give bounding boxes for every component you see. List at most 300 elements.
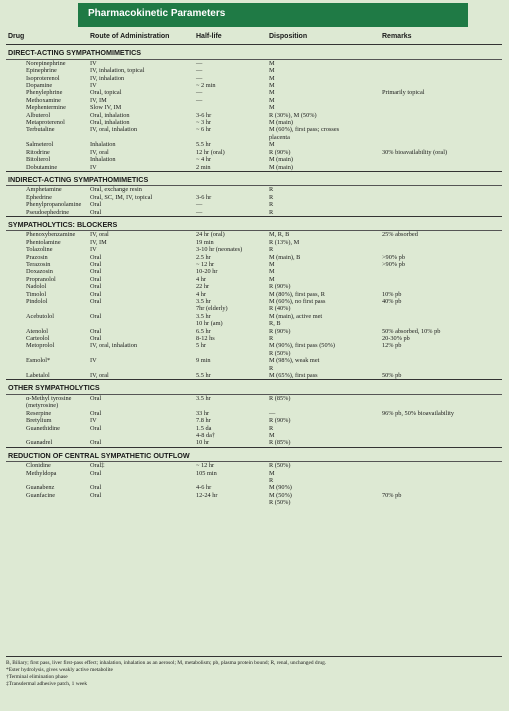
table-cell <box>380 104 502 111</box>
table-cell: Oral <box>90 253 102 261</box>
table-cell: Guanfacine <box>26 491 56 499</box>
table-cell: R (13%), M <box>269 238 300 246</box>
table-cell <box>380 313 502 320</box>
table-cell <box>380 246 502 253</box>
section-title: OTHER SYMPATHOLYTICS <box>6 380 502 394</box>
table-cell: M (90%) <box>269 484 292 492</box>
table-cell <box>6 134 88 141</box>
table-cell: 4-8 da† <box>196 431 216 439</box>
table-row <box>6 194 502 201</box>
table-cell: Oral, inhalation <box>90 119 130 127</box>
table-cell: 50% pb <box>382 372 402 380</box>
table-cell: 5 hr <box>196 342 206 350</box>
table-cell: — <box>196 74 203 82</box>
table-cell <box>380 350 502 357</box>
table-cell <box>88 432 194 439</box>
table-cell <box>380 156 502 163</box>
table-cell: Oral <box>90 283 102 291</box>
table-row <box>6 97 502 104</box>
table-cell <box>380 432 502 439</box>
table-cell <box>380 357 502 364</box>
table-cell: Ritodrine <box>26 148 50 156</box>
table-cell: Inhalation <box>90 156 116 164</box>
table-cell: 5.5 hr <box>196 372 211 380</box>
table-cell: 30% bioavailability (oral) <box>382 148 448 156</box>
table-cell <box>88 134 194 141</box>
table-cell: Oral <box>90 312 102 320</box>
table-cell: Tolazoline <box>26 246 53 254</box>
table-cell <box>380 59 502 67</box>
table-row <box>6 156 502 163</box>
table-row <box>6 89 502 96</box>
table-cell: IV <box>90 163 97 171</box>
table-cell: 105 min <box>196 469 217 477</box>
table-cell: M (50%) <box>269 491 292 499</box>
table-cell: M <box>269 82 275 90</box>
column-header: Disposition <box>267 30 380 45</box>
table-cell: Atenolol <box>26 327 49 335</box>
table-cell: 10-20 hr <box>196 268 218 276</box>
table-cell <box>194 499 267 506</box>
table-cell: IV, oral, inhalation <box>90 126 138 134</box>
pharmacokinetic-table <box>6 30 502 507</box>
table-cell: M <box>269 141 275 149</box>
table-cell: M <box>269 431 275 439</box>
table-cell: Oral, exchange resin <box>90 186 142 194</box>
table-row <box>6 432 502 439</box>
table-cell: — <box>269 409 276 417</box>
table-row <box>6 149 502 156</box>
table-cell: 3-6 hr <box>196 193 212 201</box>
table-cell: Esmolol* <box>26 357 51 365</box>
table-row <box>6 313 502 320</box>
table-row <box>6 186 502 194</box>
table-cell <box>6 432 88 439</box>
table-cell <box>194 186 267 194</box>
table-cell: 3.5 hr <box>196 312 211 320</box>
table-row <box>6 328 502 335</box>
table-cell: M (main) <box>269 156 293 164</box>
table-cell: 12% pb <box>382 342 402 350</box>
table-cell <box>380 82 502 89</box>
table-cell: 9 min <box>196 357 211 365</box>
table-cell <box>6 350 88 357</box>
table-cell <box>380 126 502 133</box>
table-cell: M <box>269 275 275 283</box>
table-cell: Oral, topical <box>90 89 122 97</box>
table-cell: Clonidine <box>26 462 51 470</box>
table-row <box>6 261 502 268</box>
table-cell: IV, oral, inhalation <box>90 342 138 350</box>
table-cell: R (50%) <box>269 462 291 470</box>
table-cell: IV <box>90 417 97 425</box>
table-cell: R <box>269 193 274 201</box>
table-cell <box>380 305 502 312</box>
table-cell: M <box>269 268 275 276</box>
table-cell: Oral <box>90 491 102 499</box>
table-cell: Amphetamine <box>26 186 62 194</box>
table-cell: 10% pb <box>382 290 402 298</box>
table-cell: Oral <box>90 335 102 343</box>
table-cell <box>380 201 502 208</box>
table-cell: Oral <box>90 424 102 432</box>
table-cell: ~ 4 hr <box>196 156 211 164</box>
table-cell: IV <box>90 82 97 90</box>
table-cell: 10 hr (am) <box>196 320 223 328</box>
table-cell: ~ 12 hr <box>196 260 215 268</box>
table-cell: Oral <box>90 394 102 402</box>
table-cell <box>6 365 88 372</box>
table-row <box>6 357 502 364</box>
table-cell: 24 hr (oral) <box>196 231 225 239</box>
table-cell: 7.8 hr <box>196 417 211 425</box>
table-cell: Ephedrine <box>26 193 52 201</box>
table-cell <box>6 477 88 484</box>
table-cell: R <box>269 208 274 216</box>
table-cell: R (85%) <box>269 394 291 402</box>
table-cell: Acebutolol <box>26 312 54 320</box>
table-cell: R (50%) <box>269 349 291 357</box>
table-cell: M (90%), first pass (50%) <box>269 342 335 350</box>
table-cell: Methyldopa <box>26 469 57 477</box>
table-cell: Oral <box>90 201 102 209</box>
table-row <box>6 410 502 417</box>
table-row <box>6 276 502 283</box>
table-cell: 3-10 hr (neonates) <box>196 246 243 254</box>
table-cell: 20-30% pb <box>382 335 410 343</box>
table-cell: (metyrosine) <box>26 402 59 410</box>
table-cell: IV, IM <box>90 96 107 104</box>
table-row <box>6 201 502 208</box>
table-cell <box>380 439 502 447</box>
table-cell <box>380 425 502 432</box>
table-cell: Inhalation <box>90 141 116 149</box>
table-cell: — <box>196 208 203 216</box>
table-row <box>6 141 502 148</box>
column-header: Half-life <box>194 30 267 45</box>
page-title: Pharmacokinetic Parameters <box>88 8 226 19</box>
footnote: †Terminal elimination phase <box>6 674 68 680</box>
table-cell: M <box>269 67 275 75</box>
table-cell: M (main), active met <box>269 312 323 320</box>
table-cell <box>380 112 502 119</box>
table-cell: Oral <box>90 327 102 335</box>
table-cell: Oral <box>90 469 102 477</box>
table-row <box>6 335 502 342</box>
table-cell: 40% pb <box>382 298 402 305</box>
table-cell <box>380 141 502 148</box>
table-cell: ~ 12 hr <box>196 462 215 470</box>
table-row <box>6 268 502 275</box>
table-cell: Metoprolol <box>26 342 55 350</box>
table-cell <box>194 104 267 111</box>
table-cell: Dopamine <box>26 82 53 90</box>
table-cell: 5.5 hr <box>196 141 211 149</box>
table-cell: Reserpine <box>26 409 52 417</box>
column-header: Remarks <box>380 30 502 45</box>
table-cell: 6.5 hr <box>196 327 211 335</box>
section-title: INDIRECT-ACTING SYMPATHOMIMETICS <box>6 171 502 185</box>
table-cell: 4 hr <box>196 290 206 298</box>
table-cell: Salmeterol <box>26 141 54 149</box>
table-cell <box>380 75 502 82</box>
table-cell: ~ 2 min <box>196 82 216 90</box>
table-row <box>6 402 502 409</box>
table-cell: IV, oral <box>90 148 109 156</box>
table-cell: 19 min <box>196 238 214 246</box>
table-cell <box>380 499 502 506</box>
table-cell: R <box>269 364 274 372</box>
table-cell: IV <box>90 246 97 254</box>
table-cell <box>194 402 267 409</box>
table-cell: R (30%), M (50%) <box>269 111 317 119</box>
table-cell <box>6 320 88 327</box>
table-cell: R <box>269 246 274 254</box>
table-row <box>6 470 502 477</box>
table-cell: IV, oral <box>90 231 109 239</box>
table-cell: 1.5 da <box>196 424 212 432</box>
table-cell: Labetalol <box>26 372 50 380</box>
table-cell <box>380 417 502 424</box>
table-cell <box>380 194 502 201</box>
table-cell: R, B <box>269 320 281 328</box>
table-row <box>6 59 502 67</box>
table-row <box>6 164 502 172</box>
footnote: *Ester hydrolysis, gives weakly active metabolite <box>6 667 113 673</box>
table-cell: M (65%), first pass <box>269 372 318 380</box>
table-row <box>6 462 502 470</box>
table-cell <box>6 305 88 312</box>
table-cell: 12-24 hr <box>196 491 218 499</box>
table-cell <box>380 283 502 290</box>
table-cell: Oral <box>90 439 102 447</box>
table-cell: α-Methyl tyrosine <box>26 394 72 402</box>
table-row <box>6 119 502 126</box>
table-cell: R <box>269 201 274 209</box>
table-row <box>6 417 502 424</box>
table-cell <box>88 499 194 506</box>
table-cell: — <box>196 201 203 209</box>
table-row <box>6 350 502 357</box>
table-row <box>6 239 502 246</box>
table-cell: R (40%) <box>269 305 291 313</box>
table-cell: Timolol <box>26 290 47 298</box>
table-cell: — <box>196 67 203 75</box>
table-cell: 4-6 hr <box>196 484 212 492</box>
section-header-row <box>6 380 502 394</box>
table-row <box>6 283 502 290</box>
table-cell <box>380 276 502 283</box>
table-header-row <box>6 30 502 45</box>
table-cell: Pseudoephedrine <box>26 208 70 216</box>
table-row <box>6 231 502 239</box>
table-cell: 10 hr <box>196 439 210 447</box>
table-cell: placenta <box>269 133 290 141</box>
footnote: ‡Transdermal adhesive patch, 1 week <box>6 681 88 687</box>
table-cell: M (60%), first pass; crosses <box>269 126 340 134</box>
table-cell: M (60%), no first pass <box>269 298 326 305</box>
table-cell: Carteolol <box>26 335 50 343</box>
table-cell: Pindolol <box>26 298 48 305</box>
table-row <box>6 425 502 432</box>
table-cell <box>380 119 502 126</box>
table-row <box>6 320 502 327</box>
table-row <box>6 499 502 506</box>
table-cell: IV, inhalation <box>90 74 125 82</box>
table-cell <box>194 477 267 484</box>
section-title: SYMPATHOLYTICS: BLOCKERS <box>6 216 502 230</box>
table-cell: Oral <box>90 275 102 283</box>
table-cell: R (90%) <box>269 148 291 156</box>
table-row <box>6 209 502 217</box>
table-cell: 3-6 hr <box>196 111 212 119</box>
table-cell: — <box>196 89 203 97</box>
table-cell: M (80%), first pass, R <box>269 290 325 298</box>
table-cell: R (50%) <box>269 499 291 507</box>
table-cell: Primarily topical <box>382 89 425 97</box>
table-cell: Phenoxybenzamine <box>26 231 76 239</box>
table-cell: Isoproterenol <box>26 74 60 82</box>
column-header: Route of Administration <box>88 30 194 45</box>
table-cell: Methoxamine <box>26 96 61 104</box>
table-cell: 3.5 hr <box>196 394 211 402</box>
table-cell: 2 min <box>196 163 211 171</box>
table-cell: Norepinephrine <box>26 59 66 67</box>
table-cell: 7hr (elderly) <box>196 305 228 313</box>
table-cell: M <box>269 59 275 67</box>
table-row <box>6 372 502 380</box>
table-row <box>6 439 502 447</box>
section-header-row <box>6 45 502 59</box>
table-cell <box>380 394 502 402</box>
table-cell: IV <box>90 59 97 67</box>
table-row <box>6 126 502 133</box>
table-cell: R <box>269 186 274 194</box>
table-cell <box>380 67 502 74</box>
table-cell: Propranolol <box>26 275 56 283</box>
table-cell: Oral <box>90 298 102 305</box>
table-cell: M <box>269 260 275 268</box>
table-cell <box>88 477 194 484</box>
table-cell: Oral <box>90 260 102 268</box>
table-cell: 50% absorbed, 10% pb <box>382 327 441 335</box>
table-row <box>6 82 502 89</box>
table-cell: M (main) <box>269 163 293 171</box>
table-row <box>6 365 502 372</box>
table-cell: 3.5 hr <box>196 298 211 305</box>
table-cell: IV, IM <box>90 238 107 246</box>
table-row <box>6 477 502 484</box>
table-cell: R (90%) <box>269 327 291 335</box>
table-cell <box>267 402 380 409</box>
table-row <box>6 134 502 141</box>
table-cell: ~ 6 hr <box>196 126 211 134</box>
table-cell <box>380 268 502 275</box>
table-cell: Terazosin <box>26 260 51 268</box>
table-cell <box>194 365 267 372</box>
footnote: B, Biliary; first pass, liver first-pass effect; inhalation, inhalation as an aerosol; M, metabolism; pb, plasma protein bound; R, renal, unchanged drug. <box>6 660 327 666</box>
table-cell <box>380 402 502 409</box>
table-cell <box>380 239 502 246</box>
table-cell: Phenylpropanolamine <box>26 201 82 209</box>
table-cell <box>6 499 88 506</box>
column-header: Drug <box>6 30 88 45</box>
table-cell: Oral, inhalation <box>90 111 130 119</box>
table-cell: Slow IV, IM <box>90 104 122 112</box>
table-cell: IV <box>90 357 97 365</box>
table-cell: Oral‡ <box>90 462 105 470</box>
table-cell: Guanabenz <box>26 484 55 492</box>
table-row <box>6 67 502 74</box>
table-cell: — <box>196 96 203 104</box>
table-cell <box>380 365 502 372</box>
table-body <box>6 45 502 507</box>
table-cell: 8-12 hs <box>196 335 215 343</box>
section-title: REDUCTION OF CENTRAL SYMPATHETIC OUTFLOW <box>6 447 502 461</box>
table-cell: Epinephrine <box>26 67 57 75</box>
table-cell <box>88 320 194 327</box>
table-cell <box>194 350 267 357</box>
table-row <box>6 104 502 111</box>
table-cell: 70% pb <box>382 491 402 499</box>
table-cell: Guanadrel <box>26 439 53 447</box>
table-row <box>6 394 502 402</box>
section-header-row <box>6 171 502 185</box>
table-cell: R <box>269 476 274 484</box>
table-cell <box>380 462 502 470</box>
table-cell: Oral <box>90 409 102 417</box>
table-cell: IV, inhalation, topical <box>90 67 145 75</box>
table-cell <box>380 164 502 172</box>
table-cell <box>380 97 502 104</box>
table-cell: R (90%) <box>269 417 291 425</box>
table-cell: Phenylephrine <box>26 89 63 97</box>
table-cell: R <box>269 335 274 343</box>
table-row <box>6 75 502 82</box>
table-cell: >90% pb <box>382 253 405 261</box>
table-cell <box>88 365 194 372</box>
table-cell: Terbutaline <box>26 126 55 134</box>
table-cell: 4 hr <box>196 275 206 283</box>
table-cell: Guanethidine <box>26 424 60 432</box>
title-banner <box>78 3 468 27</box>
table-cell: 33 hr <box>196 409 210 417</box>
table-row <box>6 112 502 119</box>
table-cell: Mephentermine <box>26 104 66 112</box>
section-title: DIRECT-ACTING SYMPATHOMIMETICS <box>6 45 502 59</box>
table-cell: M <box>269 104 275 112</box>
table-cell <box>380 477 502 484</box>
table-cell: Metaproterenol <box>26 119 65 127</box>
table-cell: Dobutamine <box>26 163 58 171</box>
table-row <box>6 246 502 253</box>
table-cell <box>88 350 194 357</box>
table-cell: ~ 3 hr <box>196 119 211 127</box>
table-cell: Bitolterol <box>26 156 51 164</box>
table-row <box>6 254 502 261</box>
table-cell: M <box>269 89 275 97</box>
table-cell: Oral <box>90 484 102 492</box>
table-row <box>6 305 502 312</box>
table-cell <box>380 186 502 194</box>
table-cell: R (90%) <box>269 283 291 291</box>
table-cell: IV, oral <box>90 372 109 380</box>
table-cell: M <box>269 74 275 82</box>
table-row <box>6 291 502 298</box>
table-cell: R <box>269 424 274 432</box>
table-row <box>6 342 502 349</box>
table-cell: 22 hr <box>196 283 210 291</box>
